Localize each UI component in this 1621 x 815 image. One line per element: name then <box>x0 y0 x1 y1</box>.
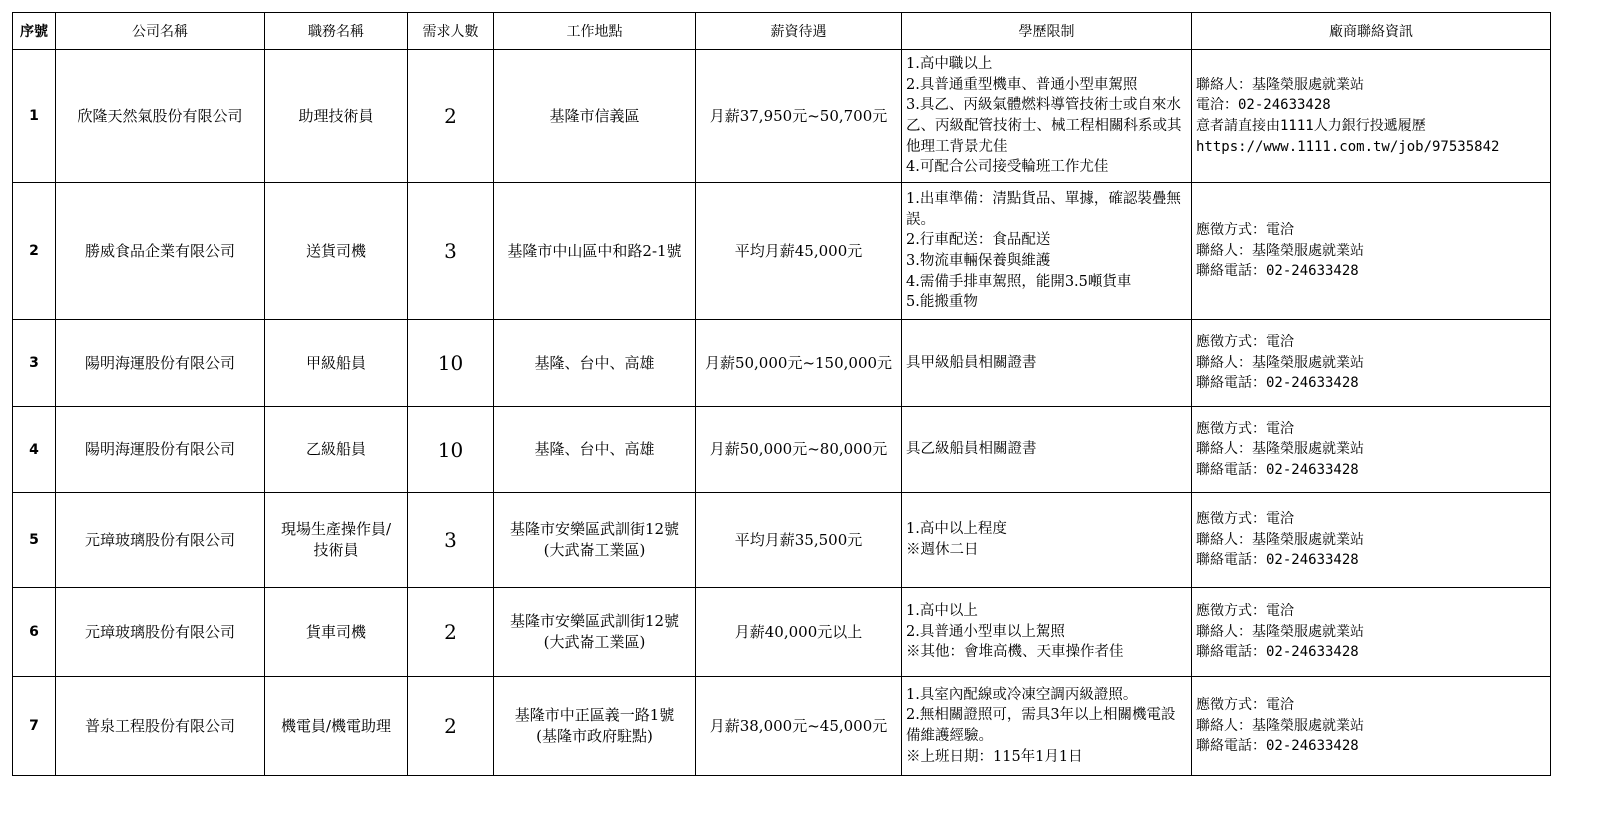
cell-company: 勝威食品企業有限公司 <box>56 183 265 320</box>
cell-company: 元璋玻璃股份有限公司 <box>56 493 265 588</box>
cell-contact: 應徵方式：電洽 聯絡人：基隆榮服處就業站 聯絡電話：02-24633428 <box>1192 183 1551 320</box>
header-education: 學歷限制 <box>902 13 1192 50</box>
cell-seq: 4 <box>13 407 56 493</box>
cell-count: 3 <box>408 493 494 588</box>
table-row <box>13 183 1551 320</box>
cell-company: 欣隆天然氣股份有限公司 <box>56 50 265 183</box>
cell-education: 1.出車準備：清點貨品、單據，確認裝疊無誤。 2.行車配送：食品配送 3.物流車輛保養與維護 4.需備手排車駕照，能開3.5噸貨車 5.能搬重物 <box>902 183 1192 320</box>
header-company: 公司名稱 <box>56 13 265 50</box>
cell-company: 陽明海運股份有限公司 <box>56 407 265 493</box>
table-row <box>13 407 1551 493</box>
cell-seq: 5 <box>13 493 56 588</box>
cell-position: 助理技術員 <box>265 50 408 183</box>
cell-seq: 1 <box>13 50 56 183</box>
cell-count: 2 <box>408 50 494 183</box>
cell-seq: 2 <box>13 183 56 320</box>
cell-salary: 月薪40,000元以上 <box>696 588 902 677</box>
cell-salary: 月薪50,000元~150,000元 <box>696 320 902 407</box>
header-salary: 薪資待遇 <box>696 13 902 50</box>
cell-position: 送貨司機 <box>265 183 408 320</box>
cell-location: 基隆、台中、高雄 <box>494 407 696 493</box>
cell-education: 具甲級船員相關證書 <box>902 320 1192 407</box>
cell-count: 2 <box>408 588 494 677</box>
cell-contact: 應徵方式：電洽 聯絡人：基隆榮服處就業站 聯絡電話：02-24633428 <box>1192 320 1551 407</box>
cell-company: 元璋玻璃股份有限公司 <box>56 588 265 677</box>
cell-location: 基隆市信義區 <box>494 50 696 183</box>
cell-location: 基隆市中山區中和路2-1號 <box>494 183 696 320</box>
table-row <box>13 493 1551 588</box>
cell-salary: 月薪50,000元~80,000元 <box>696 407 902 493</box>
cell-company: 陽明海運股份有限公司 <box>56 320 265 407</box>
cell-seq: 7 <box>13 677 56 776</box>
cell-seq: 3 <box>13 320 56 407</box>
cell-salary: 平均月薪35,500元 <box>696 493 902 588</box>
job-listing-sheet <box>12 12 1551 776</box>
cell-contact: 聯絡人：基隆榮服處就業站 電洽：02-24633428 意者請直接由1111人力銀行投遞履歷 https://www.1111.com.tw/job/97535842 <box>1192 50 1551 183</box>
header-position: 職務名稱 <box>265 13 408 50</box>
job-listing-table <box>12 12 1551 776</box>
cell-education: 1.高中職以上 2.具普通重型機車、普通小型車駕照 3.具乙、丙級氣體燃料導管技術士或自來水乙、丙級配管技術士、械工程相關科系或其他理工背景尤佳 4.可配合公司接受輪班工作尤佳 <box>902 50 1192 183</box>
cell-salary: 月薪38,000元~45,000元 <box>696 677 902 776</box>
cell-count: 10 <box>408 407 494 493</box>
cell-count: 2 <box>408 677 494 776</box>
cell-education: 1.高中以上程度 ※週休二日 <box>902 493 1192 588</box>
header-count: 需求人數 <box>408 13 494 50</box>
cell-location: 基隆市安樂區武訓街12號 (大武崙工業區) <box>494 588 696 677</box>
cell-company: 普泉工程股份有限公司 <box>56 677 265 776</box>
cell-position: 貨車司機 <box>265 588 408 677</box>
cell-salary: 月薪37,950元~50,700元 <box>696 50 902 183</box>
header-location: 工作地點 <box>494 13 696 50</box>
cell-position: 現場生產操作員/ 技術員 <box>265 493 408 588</box>
cell-location: 基隆、台中、高雄 <box>494 320 696 407</box>
cell-education: 具乙級船員相關證書 <box>902 407 1192 493</box>
cell-contact: 應徵方式：電洽 聯絡人：基隆榮服處就業站 聯絡電話：02-24633428 <box>1192 493 1551 588</box>
header-row <box>13 13 1551 50</box>
table-row <box>13 677 1551 776</box>
table-row <box>13 588 1551 677</box>
cell-seq: 6 <box>13 588 56 677</box>
cell-salary: 平均月薪45,000元 <box>696 183 902 320</box>
table-row <box>13 50 1551 183</box>
cell-education: 1.高中以上 2.具普通小型車以上駕照 ※其他：會堆高機、天車操作者佳 <box>902 588 1192 677</box>
header-contact: 廠商聯絡資訊 <box>1192 13 1551 50</box>
table-row <box>13 320 1551 407</box>
cell-count: 10 <box>408 320 494 407</box>
cell-contact: 應徵方式：電洽 聯絡人：基隆榮服處就業站 聯絡電話：02-24633428 <box>1192 677 1551 776</box>
cell-contact: 應徵方式：電洽 聯絡人：基隆榮服處就業站 聯絡電話：02-24633428 <box>1192 407 1551 493</box>
cell-contact: 應徵方式：電洽 聯絡人：基隆榮服處就業站 聯絡電話：02-24633428 <box>1192 588 1551 677</box>
cell-position: 機電員/機電助理 <box>265 677 408 776</box>
cell-count: 3 <box>408 183 494 320</box>
header-seq: 序號 <box>13 13 56 50</box>
cell-education: 1.具室內配線或冷凍空調丙級證照。 2.無相關證照可，需具3年以上相關機電設備維護經驗。 ※上班日期：115年1月1日 <box>902 677 1192 776</box>
cell-location: 基隆市中正區義一路1號 (基隆市政府駐點) <box>494 677 696 776</box>
cell-position: 甲級船員 <box>265 320 408 407</box>
cell-location: 基隆市安樂區武訓街12號 (大武崙工業區) <box>494 493 696 588</box>
cell-position: 乙級船員 <box>265 407 408 493</box>
